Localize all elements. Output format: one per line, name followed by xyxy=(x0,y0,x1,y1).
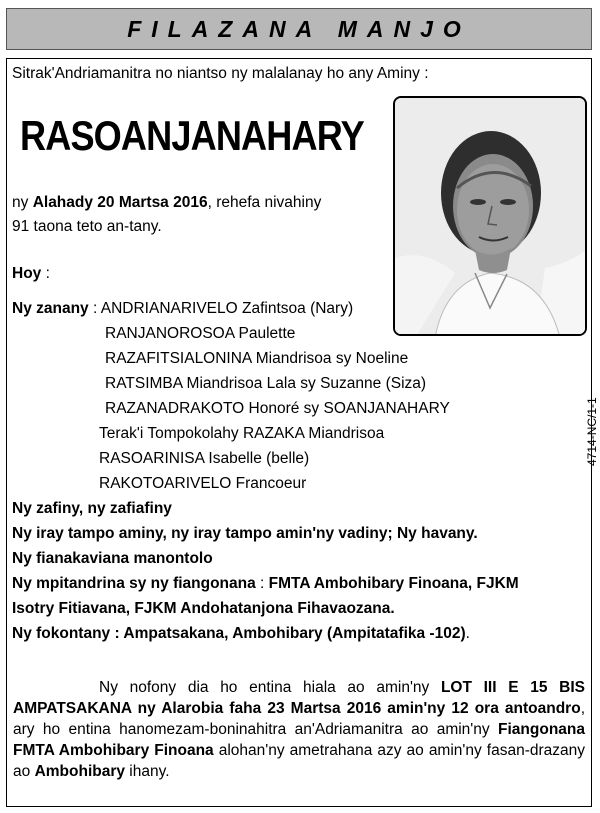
notice-title: FILAZANA MANJO xyxy=(127,15,471,42)
mpitandrina-line-2: Isotry Fitiavana, FJKM Andohatanjona Fihavaozana. xyxy=(12,600,395,617)
fianakaviana-line: Ny fianakaviana manontolo xyxy=(12,550,213,567)
funeral-paragraph xyxy=(13,677,585,782)
mpitandrina-label: Ny mpitandrina sy ny fiangonana xyxy=(12,575,256,592)
zanany-first-line xyxy=(12,299,353,318)
child-name: RANJANOROSOA Paulette xyxy=(105,325,296,342)
funeral-church: Fiangonana FMTA Ambohibary Finoana xyxy=(13,721,585,759)
fokontany-end: . xyxy=(465,625,470,642)
death-prefix: ny xyxy=(12,194,33,211)
mpitandrina-value: FMTA Ambohibary Finoana, FJKM xyxy=(268,575,519,592)
funeral-location-date: LOT III E 15 BIS AMPATSAKANA ny Alarobia faha 23 Martsa 2016 amin'ny 12 ora antoandro xyxy=(13,679,585,717)
mpitandrina-line xyxy=(12,574,519,593)
funeral-place: Ambohibary xyxy=(34,763,125,780)
funeral-text: Ny nofony dia ho entina hiala ao amin'ny xyxy=(99,679,441,696)
child-name: RAZAFITSIALONINA Miandrisoa sy Noeline xyxy=(105,350,409,367)
funeral-text: , ary ho entina hanomezam-boninahitra an'Adriamanitra ao amin'ny xyxy=(13,700,585,738)
funeral-text: ihany. xyxy=(125,763,170,780)
hoy-line xyxy=(12,264,50,283)
zafiny-line: Ny zafiny, ny zafiafiny xyxy=(12,500,172,517)
fokontany-line xyxy=(12,624,470,643)
reference-code: 4714-NC/1-1 xyxy=(585,397,599,466)
death-line-2: 91 taona teto an-tany. xyxy=(12,218,162,235)
hoy-label: Hoy xyxy=(12,265,42,282)
mpitandrina-sep: : xyxy=(255,575,269,592)
death-suffix: , rehefa nivahiny xyxy=(207,194,322,211)
child-name: ANDRIANARIVELO Zafintsoa (Nary) xyxy=(100,300,354,317)
funeral-text: alohan'ny ametrahana azy ao amin'ny fasan-drazany ao xyxy=(13,742,585,780)
child-name: RATSIMBA Miandrisoa Lala sy Suzanne (Siza) xyxy=(105,375,427,392)
death-line-1 xyxy=(12,193,321,212)
deceased-photo xyxy=(393,96,587,336)
fokontany-text: Ny fokontany : Ampatsakana, Ambohibary (Ampitatafika -102) xyxy=(12,625,466,642)
child-name: Terak'i Tompokolahy RAZAKA Miandrisoa xyxy=(99,425,385,442)
portrait-image xyxy=(395,98,587,336)
child-name: RAZANADRAKOTO Honoré sy SOANJANAHARY xyxy=(105,400,450,417)
death-date: Alahady 20 Martsa 2016 xyxy=(32,194,208,211)
deceased-name: RASOANJANAHARY xyxy=(20,112,364,159)
child-name: RASOARINISA Isabelle (belle) xyxy=(99,450,310,467)
tampo-line: Ny iray tampo aminy, ny iray tampo amin'ny vadiny; Ny havany. xyxy=(12,525,478,542)
zanany-sep: : xyxy=(88,300,101,317)
notice-header xyxy=(6,8,592,50)
child-name: RAKOTOARIVELO Francoeur xyxy=(99,475,307,492)
intro-text: Sitrak'Andriamanitra no niantso ny malalanay ho any Aminy : xyxy=(12,65,429,82)
zanany-label: Ny zanany xyxy=(12,300,89,317)
hoy-suffix: : xyxy=(41,265,50,282)
